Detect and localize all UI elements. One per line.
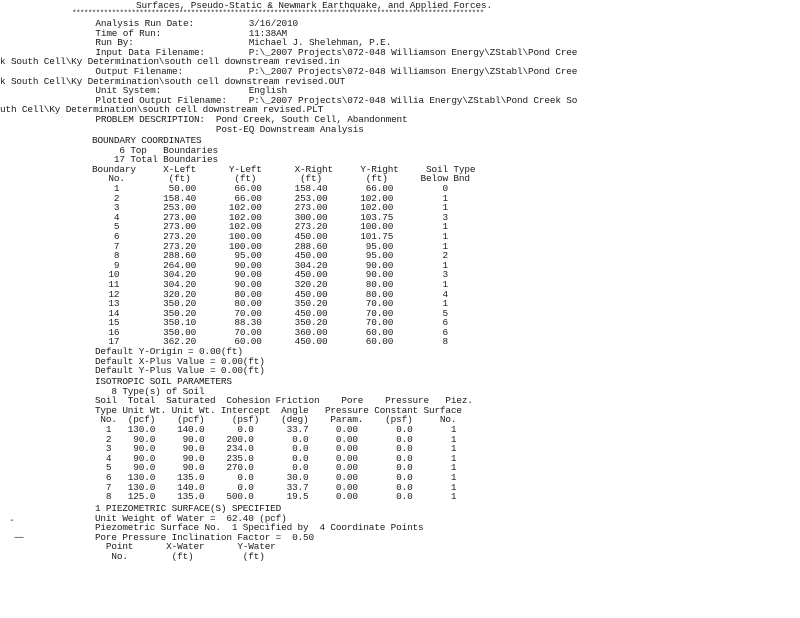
- soil-title: ISOTROPIC SOIL PARAMETERS: [84, 376, 232, 387]
- table-row: 10 304.20 90.00 450.00 90.00 3: [92, 269, 448, 281]
- input-filename-line: Input Data Filename: P:\_2007 Projects\072-048 Williamson Energy\ZStabl\Pond Cree: [68, 46, 578, 58]
- table-row: 15 350.10 88.30 350.20 70.00 6: [92, 317, 448, 329]
- table-row: 4 90.0 90.0 235.0 0.0 0.00 0.0 1: [84, 452, 457, 464]
- table-row: 3 253.00 102.00 273.00 102.00 1: [92, 202, 448, 214]
- table-row: 8 125.0 135.0 500.0 19.5 0.00 0.0 1: [84, 491, 457, 503]
- margin-dash-mark-2: —: [14, 532, 24, 543]
- run-date-line: Analysis Run Date: 3/16/2010: [68, 18, 298, 29]
- soil-section: [84, 377, 473, 502]
- boundary-section: [84, 135, 476, 377]
- soil-table-header-3: No. (pcf) (pcf) (psf) (deg) Param. (psf) No.: [84, 414, 457, 426]
- soil-type-count: 8 Type(s) of Soil: [84, 385, 205, 397]
- piezometric-title: 1 PIEZOMETRIC SURFACE(S) SPECIFIED: [84, 503, 282, 514]
- table-row: 6 130.0 135.0 0.0 30.0 0.00 0.0 1: [84, 471, 457, 483]
- output-filename-cont: k South Cell\Ky Determination\south cell downstream revised.OUT: [0, 75, 345, 87]
- water-table-header: Point X-Water Y-Water: [84, 541, 276, 553]
- run-info-block: [0, 18, 578, 135]
- piezometric-section: [84, 504, 424, 562]
- table-row: 17 362.20 60.00 450.00 60.00 8: [92, 336, 448, 348]
- run-time-line: Time of Run: 11:38AM: [68, 27, 288, 39]
- plotted-filename-line: Plotted Output Filename: P:\_2007 Projects\072-048 Willia Energy\ZStabl\Pond Creek So: [68, 94, 578, 106]
- total-boundaries-count: 17 Total Boundaries: [92, 154, 218, 166]
- header-title: Surfaces, Pseudo-Static & Newmark Earthquake, and Applied Forces.: [136, 0, 492, 11]
- table-row: 2 158.40 66.00 253.00 102.00 1: [92, 192, 448, 204]
- table-row: 5 90.0 90.0 270.0 0.0 0.00 0.0 1: [84, 462, 457, 474]
- boundary-table: [92, 184, 475, 347]
- default-y-origin: Default Y-Origin = 0.00(ft): [84, 346, 243, 358]
- table-row: 4 273.00 102.00 300.00 103.75 3: [92, 211, 448, 223]
- table-row: 2 90.0 90.0 200.0 0.0 0.00 0.0 1: [84, 433, 457, 445]
- table-row: 8 288.60 95.00 450.00 95.00 2: [92, 250, 448, 262]
- header-separator: ********************************************************************************************************: [72, 10, 484, 18]
- soil-table-header-2: Type Unit Wt. Unit Wt. Intercept Angle Pressure Constant Surface: [84, 404, 462, 416]
- soil-table: [84, 425, 473, 502]
- pore-pressure-factor: Pore Pressure Inclination Factor = 0.50: [84, 531, 314, 543]
- table-row: 3 90.0 90.0 234.0 0.0 0.00 0.0 1: [84, 443, 457, 455]
- plotted-filename-cont: uth Cell\Ky Determination\south cell downstream revised.PLT: [0, 104, 324, 116]
- problem-description-line: PROBLEM DESCRIPTION: Pond Creek, South Cell, Abandonment: [68, 113, 408, 125]
- problem-description-cont: Post-EQ Downstream Analysis: [68, 123, 364, 135]
- table-row: 11 304.20 90.00 320.20 80.00 1: [92, 278, 448, 290]
- table-row: 13 350.20 80.00 350.20 70.00 1: [92, 298, 448, 310]
- run-by-line: Run By: Michael J. Shelehman, P.E.: [68, 37, 392, 49]
- table-row: 1 50.00 66.00 158.40 66.00 0: [92, 182, 448, 194]
- table-row: 14 350.20 70.00 450.00 70.00 5: [92, 307, 448, 319]
- water-table-units: No. (ft) (ft): [84, 550, 265, 562]
- boundary-table-header: Boundary X-Left Y-Left X-Right Y-Right Soil Type: [92, 163, 476, 175]
- table-row: 7 273.20 100.00 288.60 95.00 1: [92, 240, 448, 252]
- soil-table-header-1: Soil Total Saturated Cohesion Friction Pore Pressure Piez.: [84, 395, 473, 407]
- piezometric-surface-spec: Piezometric Surface No. 1 Specified by 4 Coordinate Points: [84, 522, 424, 534]
- table-row: 16 350.00 70.00 360.00 60.00 6: [92, 326, 448, 338]
- boundary-title: BOUNDARY COORDINATES: [92, 135, 202, 146]
- default-y-plus: Default Y-Plus Value = 0.00(ft): [84, 365, 265, 377]
- table-row: 5 273.00 102.00 273.20 100.00 1: [92, 221, 448, 233]
- margin-dash-mark: -: [10, 515, 14, 526]
- top-boundaries-count: 6 Top Boundaries: [92, 144, 218, 156]
- table-row: 7 130.0 140.0 0.0 33.7 0.00 0.0 1: [84, 481, 457, 493]
- table-row: 1 130.0 140.0 0.0 33.7 0.00 0.0 1: [84, 423, 457, 435]
- default-x-plus: Default X-Plus Value = 0.00(ft): [84, 355, 265, 367]
- table-row: 6 273.20 100.00 450.00 101.75 1: [92, 230, 448, 242]
- table-row: 12 320.20 80.00 450.00 80.00 4: [92, 288, 448, 300]
- boundary-table-units: No. (ft) (ft) (ft) (ft) Below Bnd: [92, 173, 470, 185]
- unit-weight-water: Unit Weight of Water = 62.40 (pcf): [84, 512, 287, 524]
- output-filename-line: Output Filename: P:\_2007 Projects\072-048 Williamson Energy\ZStabl\Pond Cree: [68, 65, 578, 77]
- input-filename-cont: k South Cell\Ky Determination\south cell downstream revised.in: [0, 56, 340, 68]
- table-row: 9 264.00 90.00 304.20 90.00 1: [92, 259, 448, 271]
- unit-system-line: Unit System: English: [68, 85, 288, 97]
